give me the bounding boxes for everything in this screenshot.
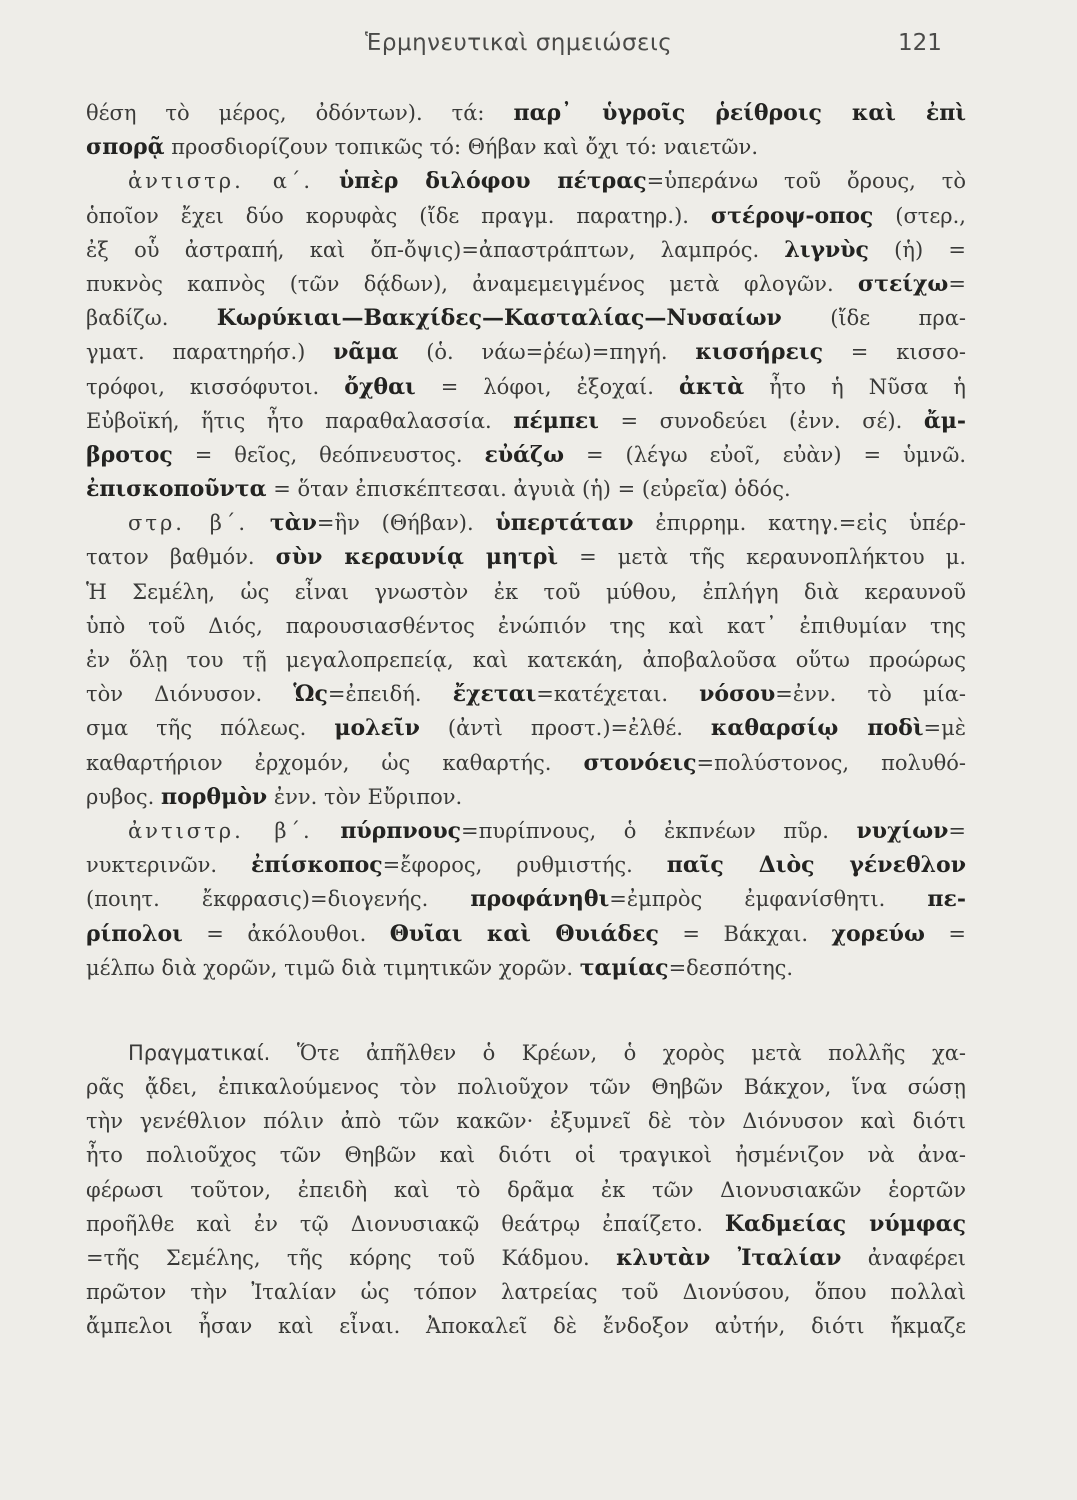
text-run: (ἀντὶ προστ.)=ἐλθέ. — [419, 716, 711, 741]
text-line — [86, 1207, 966, 1241]
text-run: =τῆς Σεμέλης, τῆς κόρης τοῦ Κάδμου. — [86, 1246, 617, 1270]
text-run: γματ. παρατηρήσ.) — [86, 340, 334, 365]
text-line — [86, 814, 966, 848]
text-line — [86, 438, 966, 472]
lemma: νυχίων — [856, 817, 949, 844]
lemma: νᾶμα — [333, 339, 399, 366]
text-run: = — [948, 818, 966, 843]
lemma: ἔχεται — [452, 681, 537, 708]
text-run: θέση τὸ μέρος, ὀδόντων). τά: — [86, 101, 514, 125]
text-run: ἄμπελοι ἦσαν καὶ εἶναι. Ἀποκαλεῖ δὲ ἔνδοξον αὐτήν, διότι ἤκμαζε — [86, 1314, 966, 1339]
text-run: τατον βαθμόν. — [86, 545, 276, 570]
text-run: =ἐνν. τὸ μία- — [775, 682, 966, 707]
text-line — [86, 164, 966, 198]
text-run: = Βάκχαι. — [658, 921, 832, 946]
text-run: =πολύστονος, πολυθό- — [696, 750, 966, 775]
text-line — [86, 199, 966, 233]
lemma: ὄχθαι — [344, 373, 416, 400]
text-run: νυκτερινῶν. — [86, 853, 251, 878]
text-run: ἐπιρρημ. κατηγ.=εἰς ὑπέρ- — [633, 511, 966, 536]
lemma: μολεῖν — [334, 715, 420, 742]
lemma: λιγνὺς — [784, 236, 869, 263]
text-run: τρόφοι, κισσόφυτοι. — [86, 374, 345, 399]
lemma: Κωρύκιαι—Βακχίδες—Κασταλίας—Νυσαίων — [216, 305, 782, 332]
text-run — [248, 511, 270, 535]
lemma: ἐπισκοποῦντα — [86, 476, 267, 503]
text-run: φέρωσι τοῦτον, ἐπειδὴ καὶ τὸ δρᾶμα ἐκ τῶν Διονυσιακῶν ἑορτῶν — [86, 1177, 966, 1202]
lemma: πορθμὸν — [161, 783, 268, 810]
lemma: πέμπει — [513, 407, 599, 434]
text-run: μέλπω διὰ χορῶν, τιμῶ διὰ τιμητικῶν χορῶν. — [86, 955, 580, 980]
lemma: Ὡς — [293, 681, 328, 708]
text-run: =δεσπότης. — [668, 955, 794, 980]
text-run: ἐν ὅλῃ του τῇ μεγαλοπρεπείᾳ, καὶ κατεκάη, ἀποβαλοῦσα οὕτω προώρως — [86, 648, 966, 672]
text-run: =ἐμπρὸς ἐμφανίσθητι. — [609, 887, 928, 912]
text-run: =πυρίπνους, ὁ ἐκπνέων πῦρ. — [461, 818, 857, 843]
lemma: ἄμ- — [923, 407, 966, 434]
text-run: =ἣν (Θήβαν). — [316, 511, 496, 536]
text-line — [86, 951, 966, 985]
text-line — [86, 1241, 966, 1275]
lemma: στονόεις — [583, 749, 697, 776]
text-line — [86, 96, 966, 130]
lemma: τὰν — [269, 510, 317, 537]
lemma: εὐάζω — [484, 441, 565, 468]
lemma: Θυῖαι καὶ Θυιάδες — [389, 920, 659, 947]
text-run: =κατέχεται. — [536, 682, 700, 707]
text-line — [86, 370, 966, 404]
lemma: ὑπὲρ διλόφου πέτρας — [338, 168, 647, 195]
text-run: ἦτο πολιοῦχος τῶν Θηβῶν καὶ διότι οἱ τραγικοὶ ἠσμένιζον νὰ ἀνα- — [86, 1143, 966, 1168]
lemma: Καδμείας νύμφας — [724, 1210, 966, 1237]
text-run: τὴν γενέθλιον πόλιν ἀπὸ τῶν κακῶν· ἐξυμνεῖ δὲ τὸν Διόνυσον καὶ διότι — [86, 1109, 966, 1134]
running-head — [0, 30, 1077, 70]
text-run: = (λέγω εὐοῖ, εὐὰν) = ὑμνῶ. — [564, 442, 966, 467]
text-line — [86, 677, 966, 711]
lemma: σπορᾷ — [86, 134, 165, 161]
text-run: καθαρτήριον ἐρχομόν, ὡς καθαρτής. — [86, 750, 584, 775]
text-run: (στερ., — [873, 203, 966, 228]
text-line — [86, 1070, 966, 1104]
text-run: (ὁ. νάω=ῥέω)=πηγή. — [398, 340, 696, 365]
text-run: = κισσο- — [822, 340, 966, 365]
text-line — [86, 301, 966, 335]
lemma: καθαρσίῳ ποδὶ — [710, 715, 924, 742]
lemma: χορεύω — [831, 920, 925, 947]
text-run: ρᾶς ᾄδει, ἐπικαλούμενος τὸν πολιοῦχον τῶν Θηβῶν Βάκχον, ἵνα σώσῃ — [86, 1075, 966, 1100]
text-run: = — [948, 271, 966, 296]
text-run: ρυβος. — [86, 784, 162, 809]
text-line — [86, 609, 966, 643]
text-run: τὸν Διόνυσον. — [86, 682, 294, 707]
text-run: =ὑπεράνω τοῦ ὄρους, τὸ — [646, 169, 966, 194]
lemma: στέροψ-οπος — [710, 202, 874, 229]
text-run: =ἔφορος, ρυθμιστής. — [382, 853, 667, 878]
text-run: ὑπὸ τοῦ Διός, παρουσιασθέντος ἐνώπιόν της καὶ κατ᾽ ἐπιθυμίαν της — [86, 613, 966, 638]
text-line — [86, 1104, 966, 1138]
lemma: ἀκτὰ — [678, 373, 745, 400]
lemma: παρ᾽ ὑγροῖς ῥείθροις καὶ ἐπὶ — [513, 100, 966, 126]
text-line — [86, 472, 966, 506]
text-run: προῆλθε καὶ ἐν τῷ Διονυσιακῷ θεάτρῳ ἐπαίζετο. — [86, 1211, 725, 1236]
paragraph-gap — [86, 985, 966, 1036]
lemma: κλυτὰν Ἰταλίαν — [616, 1245, 842, 1271]
text-line — [86, 233, 966, 267]
text-line — [86, 267, 966, 301]
text-line — [86, 506, 966, 540]
text-line — [86, 882, 966, 916]
text-line — [86, 404, 966, 438]
text-line — [86, 917, 966, 951]
text-run — [313, 169, 339, 193]
text-run: Εὐβοϊκή, ἥτις ἦτο παραθαλασσία. — [86, 408, 514, 433]
text-run: = μετὰ τῆς κεραυνοπλήκτου μ. — [558, 545, 966, 570]
text-run: = λόφοι, ἐξοχαί. — [415, 374, 679, 399]
text-run: Ἡ Σεμέλη, ὡς εἶναι γνωστὸν ἐκ τοῦ μύθου, ἐπλήγη διὰ κεραυνοῦ — [86, 579, 966, 604]
text-run: (ποιητ. ἔκφρασις)=διογενής. — [86, 887, 471, 912]
text-run: =ἐπειδή. — [327, 682, 453, 707]
page-number: 121 — [898, 30, 942, 56]
lemma: ταμίας — [579, 954, 669, 981]
text-line — [86, 746, 966, 780]
text-line — [86, 335, 966, 369]
text-line — [86, 643, 966, 677]
section-heading: Πραγματικαί. — [128, 1040, 271, 1065]
text-run: = ὅταν ἐπισκέπτεσαι. ἀγυιὰ (ἡ) = (εὐρεῖα) ὁδός. — [266, 477, 791, 502]
lemma: ὑπερτάταν — [495, 510, 634, 537]
text-line — [86, 540, 966, 574]
text-run: προσδιορίζουν τοπικῶς τό: Θήβαν καὶ ὄχι τό: ναιετῶν. — [164, 135, 758, 160]
text-line — [86, 575, 966, 609]
text-run: πυκνὸς καπνὸς (τῶν δᾴδων), ἀναμεμειγμένος μετὰ φλογῶν. — [86, 271, 858, 296]
lemma: πύρπνους — [340, 817, 462, 844]
text-run: ἐξ οὗ ἀστραπή, καὶ ὄπ-ὄψις)=ἀπαστράπτων, λαμπρός. — [86, 237, 785, 262]
running-title: Ἑρμηνευτικαὶ σημειώσεις — [365, 30, 673, 56]
lemma: παῖς Διὸς γένεθλον — [666, 852, 966, 879]
text-run: ἦτο ἡ Νῦσα ἡ — [744, 374, 966, 399]
text-line — [86, 848, 966, 882]
text-run: =μὲ — [923, 716, 966, 741]
text-line — [86, 780, 966, 814]
strophe-label: ἀντιστρ. β΄. — [128, 818, 313, 843]
commentary-text — [86, 96, 966, 1344]
lemma: πε- — [927, 886, 966, 913]
lemma: στείχω — [857, 270, 949, 297]
text-line — [86, 1173, 966, 1207]
text-line — [86, 711, 966, 745]
text-line — [86, 1036, 966, 1070]
text-line — [86, 1309, 966, 1343]
text-line — [86, 1275, 966, 1309]
text-run: σμα τῆς πόλεως. — [86, 716, 335, 741]
text-line — [86, 130, 966, 164]
text-run: = συνοδεύει (ἐνν. σέ). — [598, 408, 924, 433]
text-run — [313, 819, 341, 843]
lemma: ἐπίσκοπος — [250, 852, 383, 879]
text-run: ἐνν. τὸν Εὔριπον. — [267, 784, 463, 809]
lemma: κισσήρεις — [695, 339, 823, 366]
text-run: βαδίζω. — [86, 306, 217, 331]
text-run: (ἡ) = — [868, 237, 966, 262]
text-run: = — [924, 921, 966, 946]
lemma: νόσου — [699, 681, 776, 708]
text-run: = ἀκόλουθοι. — [182, 921, 390, 946]
lemma: σὺν κεραυνίᾳ μητρὶ — [275, 544, 559, 571]
text-run: πρῶτον τὴν Ἰταλίαν ὡς τόπον λατρείας τοῦ Διονύσου, ὅπου πολλαὶ — [86, 1280, 966, 1305]
text-run: = θεῖος, θεόπνευστος. — [172, 442, 485, 467]
text-run: Ὅτε ἀπῆλθεν ὁ Κρέων, ὁ χορὸς μετὰ πολλῆς χα- — [270, 1040, 966, 1065]
lemma: προφάνηθι — [470, 886, 610, 913]
text-run: (ἴδε πρα- — [781, 306, 966, 331]
strophe-label: ἀντιστρ. α΄. — [128, 169, 314, 194]
text-run: ὁποῖον ἔχει δύο κορυφὰς (ἴδε πραγμ. παρατηρ.). — [86, 203, 711, 228]
lemma: βροτος — [86, 441, 173, 468]
strophe-label: στρ. β΄. — [128, 511, 249, 536]
text-run: ἀναφέρει — [841, 1246, 966, 1270]
lemma: ρίπολοι — [86, 920, 183, 947]
text-line — [86, 1138, 966, 1172]
